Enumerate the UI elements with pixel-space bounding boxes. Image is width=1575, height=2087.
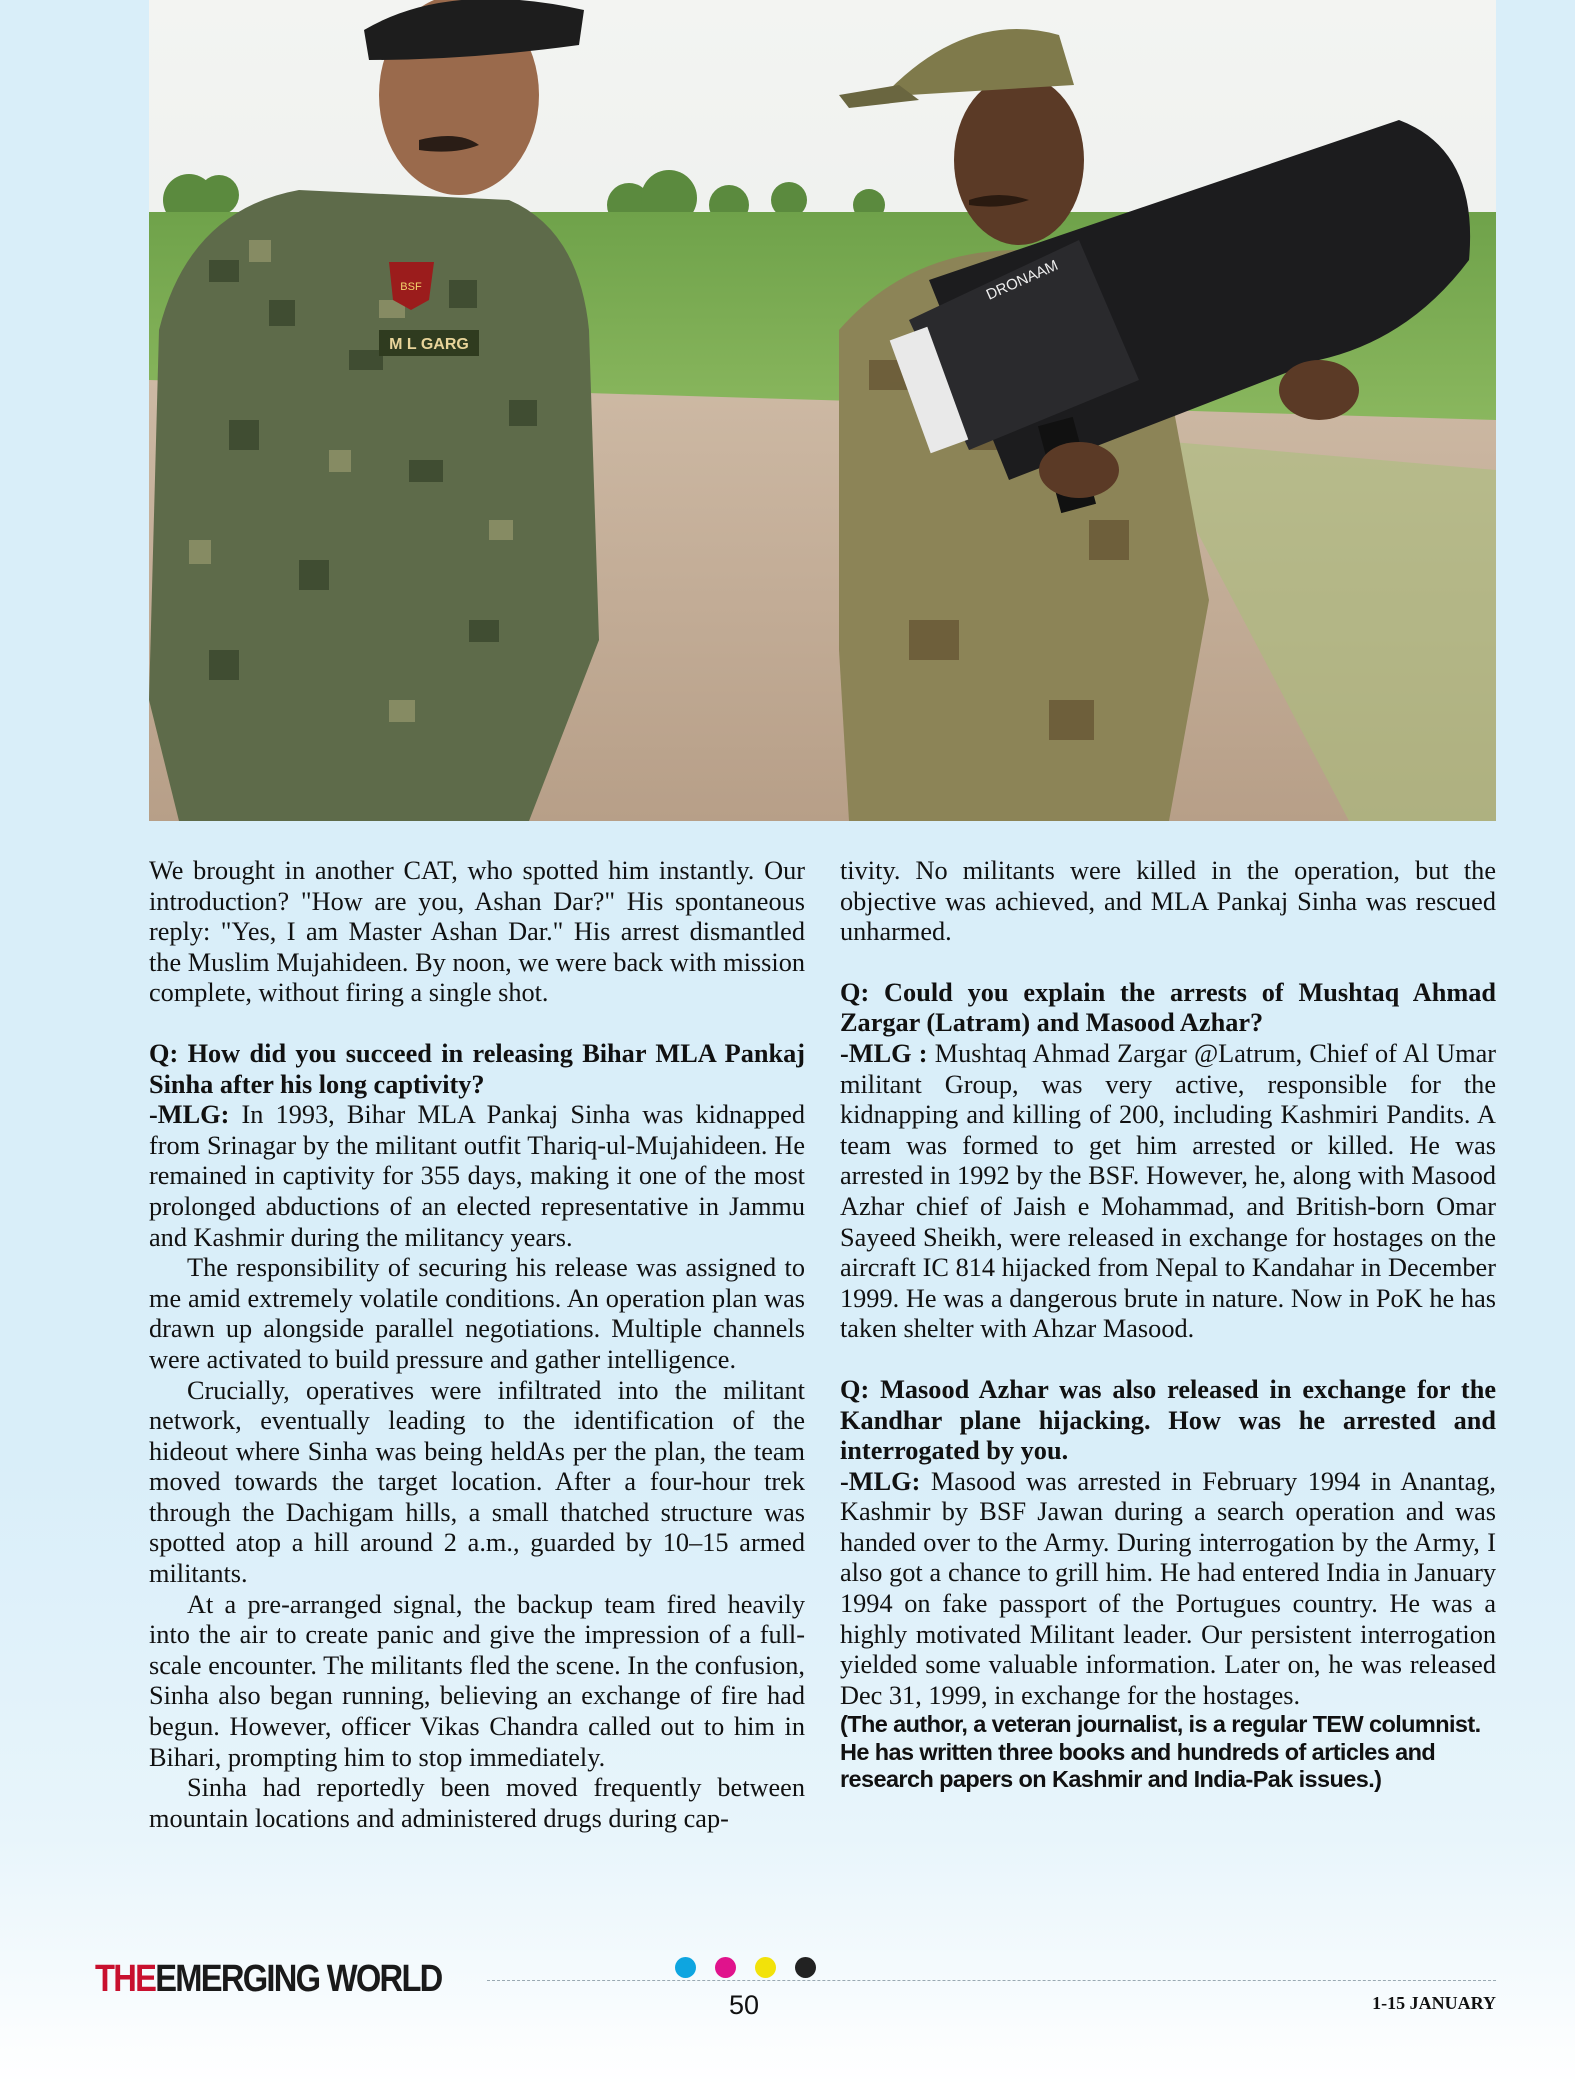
registration-dot-cyan	[675, 1957, 696, 1978]
answer-text: Mushtaq Ahmad Zargar @Latrum, Chief of Al Umar militant Group, was very active, responsible for the kidnapping and killing of 200, including Kashmiri Pandits. A team was formed to get him arrested or killed. He was arrested in 1992 by the BSF. However, he, along with Masood Azhar chief of Jaish e Mohammad, and British-born Omar Sayeed Sheikh, were released in exchange for hostages on the aircraft IC 814 hijacked from Nepal to Kandahar in December 1999. He was a dangerous brute in nature. Now in PoK he has taken shelter with Ahzar Masood.	[840, 1038, 1497, 1344]
officer-name-badge: M L GARG	[389, 336, 469, 353]
registration-dots	[675, 1957, 825, 1979]
answer-label: -MLG:	[149, 1100, 230, 1130]
bsf-emblem: BSF	[400, 281, 422, 293]
paragraph: The responsibility of securing his release was assigned to me amid extremely volatile conditions. An operation plan was drawn up alongside parallel negotiations. Multiple channels were activated to build pressure and gather intelligence.	[149, 1253, 805, 1374]
paragraph: Sinha had reportedly been moved frequently between mountain locations and administered drugs during cap-	[149, 1773, 805, 1833]
page-number: 50	[728, 1990, 760, 2020]
issue-date: 1-15 JANUARY	[1372, 1993, 1496, 2013]
paragraph: We brought in another CAT, who spotted him instantly. Our introduction? "How are you, Ashan Dar?" His spontaneous reply: "Yes, I am Master Ashan Dar." His arrest dismantled the Muslim Mujahideen. By noon, we were back with mission complete, without firing a single shot.	[149, 856, 805, 1008]
answer-paragraph	[149, 1100, 805, 1253]
registration-dot-yellow	[755, 1957, 776, 1978]
footer-rule	[487, 1980, 1496, 1981]
right-column	[840, 856, 1496, 1794]
paragraph: tivity. No militants were killed in the operation, but the objective was achieved, and MLA Pankaj Sinha was rescued unharmed.	[840, 856, 1496, 947]
question-heading: Q: How did you succeed in releasing Bihar MLA Pankaj Sinha after his long captivity?	[149, 1038, 805, 1099]
registration-dot-magenta	[715, 1957, 736, 1978]
device-brand-label: DRONAAM	[983, 256, 1061, 304]
answer-paragraph	[840, 1467, 1496, 1712]
logo-title: EMERGING WORLD	[155, 1958, 442, 2000]
question-heading: Q: Could you explain the arrests of Mushtaq Ahmad Zargar (Latram) and Masood Azhar?	[840, 977, 1496, 1038]
answer-paragraph	[840, 1039, 1496, 1345]
answer-label: -MLG :	[840, 1038, 928, 1068]
magazine-logo	[95, 1958, 442, 2001]
question-heading: Q: Masood Azhar was also released in exchange for the Kandhar plane hijacking. How was he arrested and interrogated by you.	[840, 1374, 1496, 1466]
registration-dot-black	[795, 1957, 816, 1978]
paragraph: At a pre-arranged signal, the backup team fired heavily into the air to create panic and give the impression of a full-scale encounter. The militants fled the scene. In the confusion, Sinha also began running, believing an exchange of fire had begun. However, officer Vikas Chandra called out to him in Bihari, prompting him to stop immediately.	[149, 1589, 805, 1772]
author-bio: (The author, a veteran journalist, is a regular TEW columnist. He has written three books and hundreds of articles and research papers on Kashmir and India-Pak issues.)	[840, 1711, 1481, 1793]
left-column	[149, 856, 805, 1834]
answer-text: Masood was arrested in February 1994 in Anantag, Kashmir by BSF Jawan during a search operation and was handed over to the Army. During interrogation by the Army, I also got a chance to grill him. He had entered India in January 1994 on fake passport of the Portugues country. He was a highly motivated Militant leader. Our persistent interrogation yielded some valuable information. Later on, he was released Dec 31, 1999, in exchange for the hostages.	[840, 1466, 1496, 1710]
paragraph: Crucially, operatives were infiltrated into the militant network, eventually leading to the identification of the hideout where Sinha was being heldAs per the plan, the team moved towards the target location. After a four-hour trek through the Dachigam hills, a small thatched structure was spotted atop a hill around 2 a.m., guarded by 10–15 armed militants.	[149, 1375, 805, 1589]
answer-label: -MLG:	[840, 1466, 921, 1496]
logo-the: THE	[95, 1958, 156, 2000]
article-photo	[149, 0, 1496, 821]
answer-text: In 1993, Bihar MLA Pankaj Sinha was kidnapped from Srinagar by the militant outfit Thariq-ul-Mujahideen. He remained in captivity for 355 days, making it one of the most prolonged abductions of an elected representative in Jammu and Kashmir during the militancy years.	[149, 1100, 805, 1252]
article-body	[149, 856, 1496, 1936]
